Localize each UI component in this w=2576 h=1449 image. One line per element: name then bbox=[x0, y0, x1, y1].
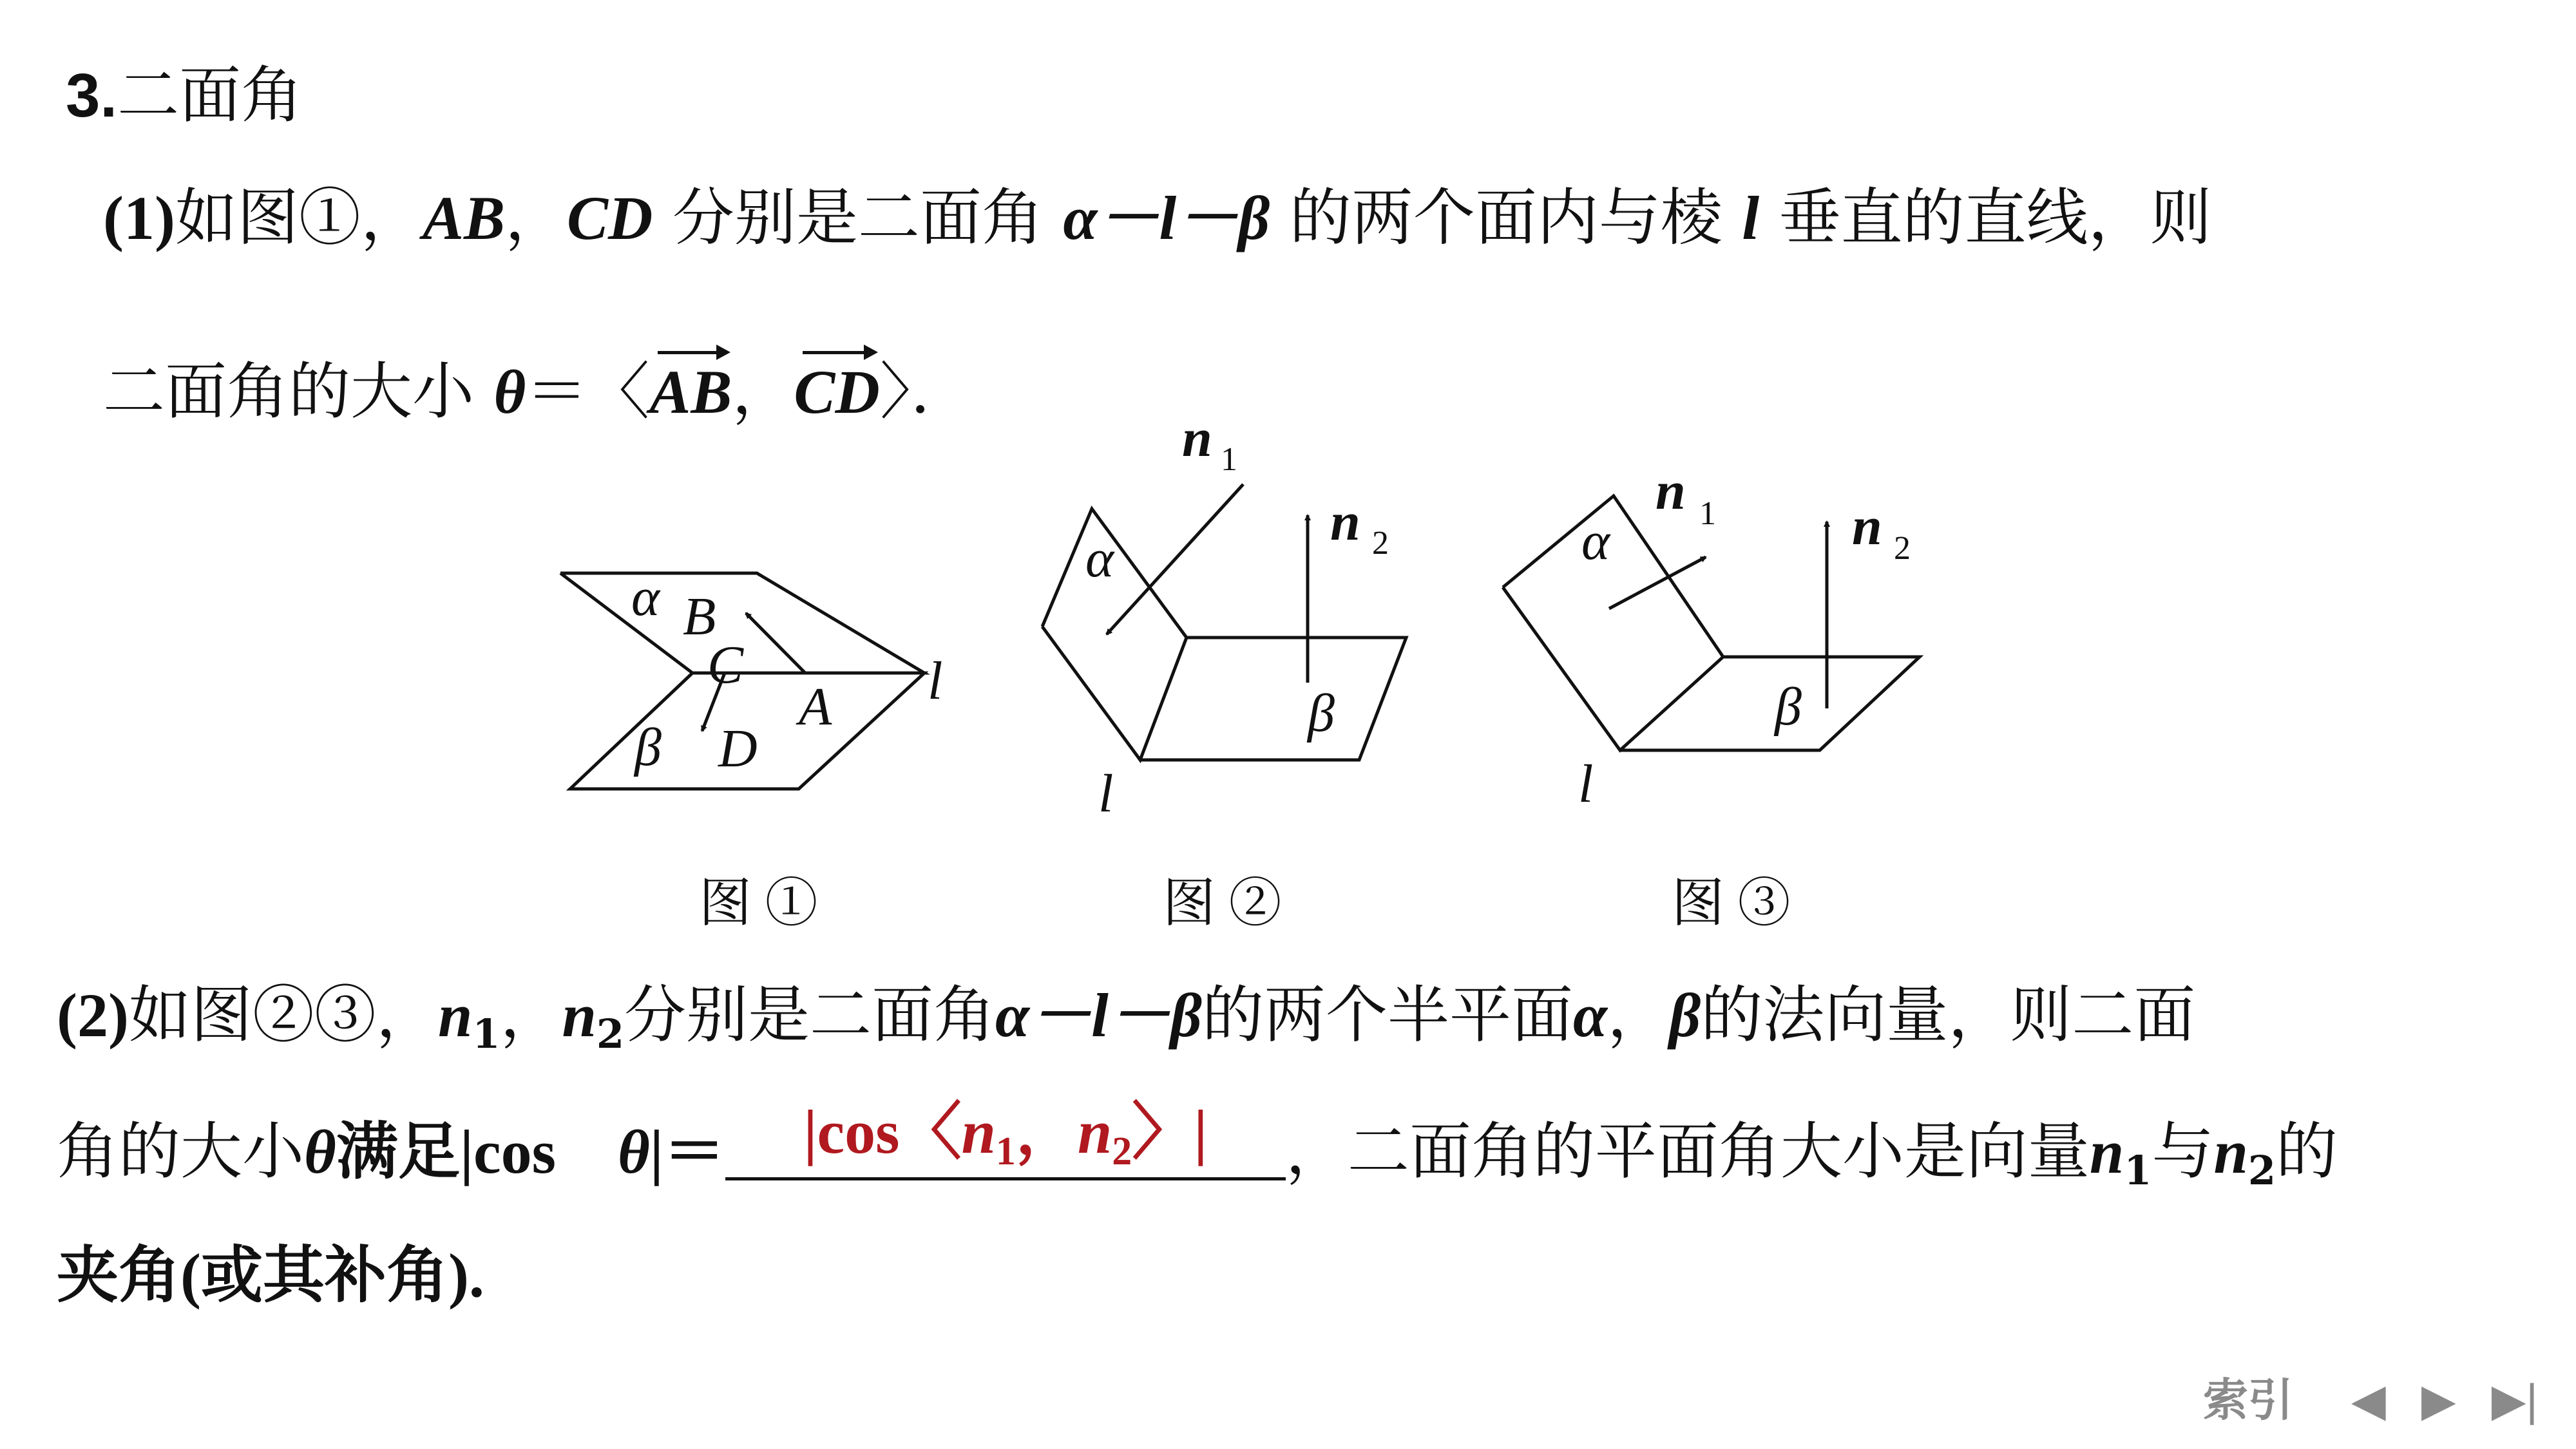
answer-part: |cos〈 bbox=[803, 1097, 962, 1166]
theta-symbol: θ bbox=[617, 1117, 650, 1186]
subscript: 1 bbox=[995, 1130, 1016, 1173]
normal-n2: n bbox=[562, 981, 596, 1050]
line-AB: AB bbox=[422, 184, 505, 252]
p1-label: (1) bbox=[103, 184, 175, 252]
fig3-plane-beta bbox=[1620, 657, 1920, 750]
fig2-caption: 图 ② bbox=[1163, 874, 1282, 933]
fig2-label-alpha: α bbox=[1085, 529, 1114, 589]
answer-text bbox=[725, 1097, 1286, 1173]
fig1-label-B: B bbox=[683, 587, 716, 647]
fig2-label-n1: n bbox=[1182, 408, 1212, 468]
fig3-plane-alpha bbox=[1503, 496, 1723, 750]
fig3-label-n2: n bbox=[1852, 497, 1882, 556]
index-link[interactable]: 索引 bbox=[2203, 1375, 2293, 1425]
dihedral-expr: α－l－β bbox=[995, 981, 1202, 1050]
p2-line-3 bbox=[57, 1241, 484, 1310]
fig3-label-alpha: α bbox=[1581, 511, 1610, 571]
fig3-normal-n1 bbox=[1609, 557, 1706, 609]
fig2-label-n2-sub: 2 bbox=[1372, 525, 1389, 562]
fig2-label-n2: n bbox=[1330, 492, 1360, 552]
vector-n1: n bbox=[2089, 1117, 2124, 1186]
fig3-label-n2-sub: 2 bbox=[1894, 530, 1911, 567]
theta-symbol: θ bbox=[493, 357, 526, 426]
p2-text: 如图②③， bbox=[128, 979, 438, 1051]
p2-text: 与 bbox=[2151, 1115, 2214, 1188]
vector-CD: CD bbox=[794, 357, 880, 426]
figure-3-labels bbox=[1578, 461, 1911, 814]
fig2-label-n1-sub: 1 bbox=[1221, 441, 1237, 478]
p2-text: 满足|cos bbox=[336, 1117, 618, 1186]
section-number: 3. bbox=[66, 61, 118, 130]
punct: ， bbox=[500, 979, 562, 1051]
vector-n2: n bbox=[2213, 1117, 2248, 1186]
edge-l: l bbox=[1742, 184, 1760, 252]
p2-text: 的 bbox=[2275, 1115, 2338, 1188]
section-title: 二面角 bbox=[117, 59, 303, 131]
p2-label: (2) bbox=[57, 981, 129, 1050]
fig1-label-alpha: α bbox=[631, 567, 660, 627]
answer-part: ， bbox=[1015, 1097, 1078, 1166]
answer-n1: n bbox=[961, 1097, 996, 1166]
fig1-label-beta: β bbox=[634, 717, 662, 777]
p2-line-2 bbox=[57, 1097, 2338, 1194]
dihedral-expr: α－l－β bbox=[1063, 184, 1270, 252]
half-plane-beta: β bbox=[1669, 981, 1701, 1050]
fig1-label-C: C bbox=[707, 635, 744, 695]
subscript: 2 bbox=[596, 1010, 624, 1057]
p2-text: 分别是二面角 bbox=[624, 979, 995, 1051]
figure-captions bbox=[699, 874, 1791, 933]
fig3-label-n1: n bbox=[1655, 461, 1686, 521]
nav-bar bbox=[2203, 1364, 2538, 1429]
half-plane-alpha: α bbox=[1572, 981, 1608, 1050]
subscript: 2 bbox=[1112, 1130, 1132, 1173]
fig3-caption: 图 ③ bbox=[1672, 874, 1791, 933]
fig1-label-l: l bbox=[928, 651, 943, 711]
p1-text: ＝〈 bbox=[526, 355, 650, 428]
punct: ， bbox=[1607, 979, 1670, 1051]
fig2-label-l: l bbox=[1098, 764, 1114, 824]
fig1-label-D: D bbox=[718, 719, 758, 779]
normal-n1: n bbox=[437, 981, 473, 1050]
subscript: 1 bbox=[472, 1010, 501, 1057]
vector-AB: AB bbox=[649, 357, 732, 426]
fig3-label-n1-sub: 1 bbox=[1699, 495, 1716, 532]
p2-text: |＝ bbox=[649, 1117, 725, 1186]
p2-text: ，二面角的平面角大小是向量 bbox=[1285, 1115, 2090, 1188]
fig1-caption: 图 ① bbox=[699, 874, 818, 933]
theta-symbol: θ bbox=[304, 1117, 336, 1186]
p1-text: 二面角的大小 bbox=[103, 355, 494, 428]
p2-line-1 bbox=[57, 979, 2196, 1057]
fig2-label-beta: β bbox=[1308, 683, 1335, 743]
p1-text: 〉． bbox=[879, 355, 973, 428]
punct: ， bbox=[505, 182, 567, 254]
fig1-label-A: A bbox=[799, 677, 832, 737]
p2-text: 角的大小 bbox=[57, 1115, 304, 1188]
fig3-label-l: l bbox=[1578, 754, 1594, 814]
p2-text: 夹角(或其补角). bbox=[57, 1241, 484, 1310]
answer-blank bbox=[725, 1097, 1286, 1180]
prev-icon[interactable]: ◀ bbox=[2351, 1375, 2386, 1425]
next-icon[interactable]: ▶ bbox=[2421, 1375, 2456, 1425]
line-CD: CD bbox=[567, 184, 653, 252]
punct: ， bbox=[732, 355, 794, 428]
subscript: 2 bbox=[2247, 1147, 2276, 1194]
answer-part: 〉| bbox=[1132, 1097, 1208, 1166]
fig2-plane-alpha bbox=[1042, 509, 1187, 760]
p2-text: 的两个半平面 bbox=[1201, 979, 1573, 1051]
p1-text: 如图①， bbox=[175, 182, 423, 254]
p2-text: 的法向量，则二面 bbox=[1701, 979, 2196, 1051]
subscript: 1 bbox=[2124, 1147, 2152, 1194]
p1-text: 垂直的直线，则 bbox=[1759, 182, 2212, 254]
p1-text: 的两个面内与棱 bbox=[1270, 182, 1742, 254]
fig3-label-beta: β bbox=[1775, 677, 1802, 737]
last-icon[interactable]: ▶| bbox=[2491, 1375, 2538, 1425]
p1-text: 分别是二面角 bbox=[653, 182, 1064, 254]
fig1-arrow-AB bbox=[746, 613, 805, 673]
answer-n2: n bbox=[1077, 1097, 1112, 1166]
